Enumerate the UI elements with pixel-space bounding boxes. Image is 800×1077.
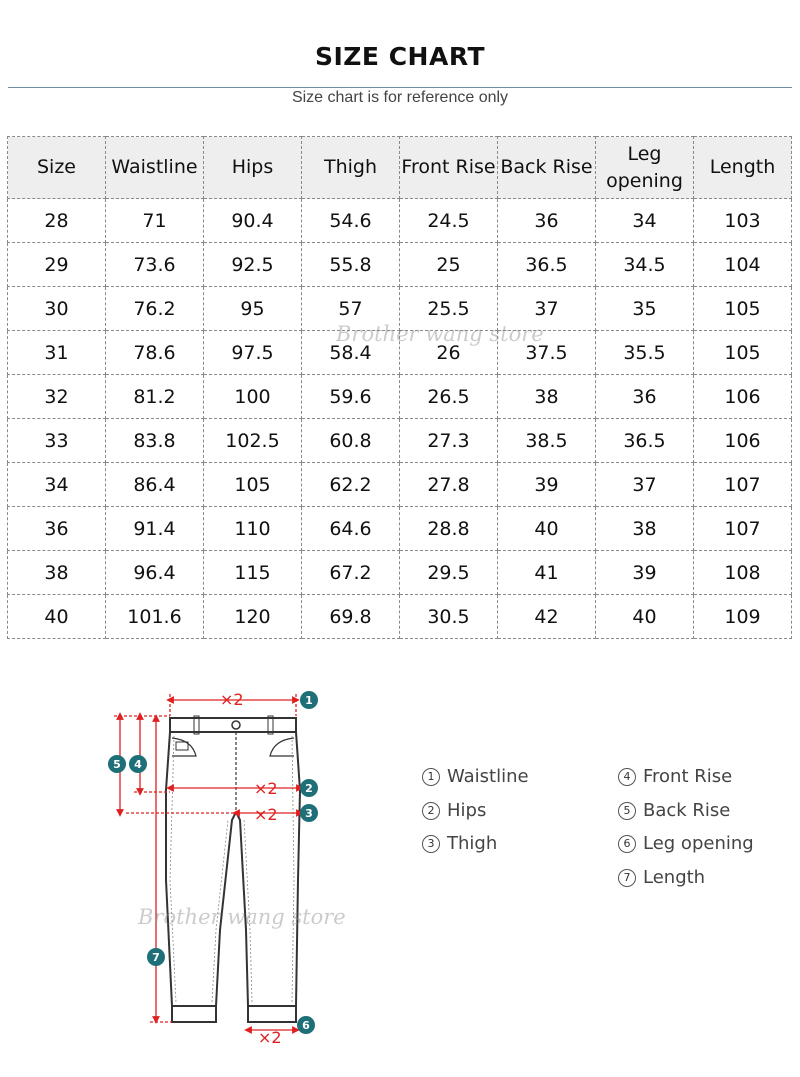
table-cell: 34: [596, 199, 694, 243]
multiplier-label: ×2: [258, 1028, 282, 1047]
legend-label: Back Rise: [643, 800, 731, 821]
multiplier-label: ×2: [254, 805, 278, 824]
marker-6-icon: [297, 1016, 315, 1034]
table-cell: 40: [498, 507, 596, 551]
marker-7-icon: [147, 948, 165, 966]
table-cell: 76.2: [106, 287, 204, 331]
table-cell: 35.5: [596, 331, 694, 375]
table-row: [8, 551, 792, 595]
table-cell: 103: [694, 199, 792, 243]
marker-5-icon: [108, 755, 126, 773]
table-cell: 25: [400, 243, 498, 287]
table-cell: 39: [498, 463, 596, 507]
table-cell: 101.6: [106, 595, 204, 639]
coin-pocket: [176, 742, 188, 750]
table-cell: 27.8: [400, 463, 498, 507]
column-header: Length: [694, 137, 792, 199]
left-cuff: [172, 1006, 216, 1022]
column-header: Waistline: [106, 137, 204, 199]
table-cell: 36.5: [498, 243, 596, 287]
legend-item: [422, 766, 529, 787]
table-cell: 107: [694, 463, 792, 507]
right-leg: [236, 732, 300, 1006]
table-cell: 26: [400, 331, 498, 375]
table-cell: 38: [498, 375, 596, 419]
table-cell: 40: [596, 595, 694, 639]
table-cell: 54.6: [302, 199, 400, 243]
legend-number: 6: [618, 835, 636, 853]
legend-label: Hips: [447, 800, 487, 821]
column-header: Hips: [204, 137, 302, 199]
table-cell: 102.5: [204, 419, 302, 463]
table-cell: 120: [204, 595, 302, 639]
button-icon: [232, 721, 240, 729]
marker-1-icon: [300, 691, 318, 709]
table-row: [8, 287, 792, 331]
table-row: [8, 595, 792, 639]
legend-number: 2: [422, 802, 440, 820]
store-watermark: Brother wang store: [138, 905, 346, 929]
table-cell: 36: [8, 507, 106, 551]
table-cell: 69.8: [302, 595, 400, 639]
table-cell: 71: [106, 199, 204, 243]
table-cell: 28.8: [400, 507, 498, 551]
table-cell: 30.5: [400, 595, 498, 639]
table-cell: 24.5: [400, 199, 498, 243]
store-watermark: Brother wang store: [336, 322, 544, 346]
column-header: Thigh: [302, 137, 400, 199]
table-cell: 36: [596, 375, 694, 419]
table-cell: 106: [694, 419, 792, 463]
legend-label: Thigh: [447, 833, 498, 854]
marker-2-icon: [300, 779, 318, 797]
table-row: [8, 199, 792, 243]
multiplier-label: ×2: [254, 779, 278, 798]
table-cell: 105: [204, 463, 302, 507]
marker-3-icon: [300, 804, 318, 822]
table-cell: 83.8: [106, 419, 204, 463]
table-cell: 40: [8, 595, 106, 639]
table-cell: 29: [8, 243, 106, 287]
table-cell: 58.4: [302, 331, 400, 375]
svg-text:1: 1: [305, 694, 313, 707]
pants-diagram: [100, 680, 360, 1055]
table-cell: 38: [596, 507, 694, 551]
table-cell: 39: [596, 551, 694, 595]
table-cell: 37.5: [498, 331, 596, 375]
table-cell: 86.4: [106, 463, 204, 507]
table-cell: 110: [204, 507, 302, 551]
table-cell: 36.5: [596, 419, 694, 463]
legend-number: 4: [618, 768, 636, 786]
table-row: [8, 331, 792, 375]
legend-number: 1: [422, 768, 440, 786]
table-cell: 60.8: [302, 419, 400, 463]
page-subtitle: Size chart is for reference only: [291, 89, 509, 106]
right-cuff: [248, 1006, 296, 1022]
table-cell: 104: [694, 243, 792, 287]
stitching: [170, 736, 294, 1002]
table-row: [8, 507, 792, 551]
table-cell: 95: [204, 287, 302, 331]
svg-text:5: 5: [113, 758, 121, 771]
table-cell: 105: [694, 287, 792, 331]
legend-label: Length: [643, 867, 706, 888]
table-cell: 105: [694, 331, 792, 375]
legend-item: [618, 867, 705, 888]
table-row: [8, 243, 792, 287]
table-cell: 34.5: [596, 243, 694, 287]
marker-4-icon: [129, 755, 147, 773]
table-cell: 57: [302, 287, 400, 331]
right-pocket: [270, 738, 294, 756]
table-cell: 41: [498, 551, 596, 595]
table-cell: 92.5: [204, 243, 302, 287]
table-cell: 55.8: [302, 243, 400, 287]
column-header: Size: [8, 137, 106, 199]
waistband: [170, 718, 296, 732]
table-row: [8, 375, 792, 419]
legend-label: Leg opening: [643, 833, 754, 854]
table-cell: 81.2: [106, 375, 204, 419]
size-table: [7, 136, 792, 639]
pants-outline: [166, 718, 300, 1022]
legend-item: [618, 800, 730, 821]
table-cell: 96.4: [106, 551, 204, 595]
table-header-row: [8, 137, 792, 199]
table-cell: 38.5: [498, 419, 596, 463]
legend-item: [618, 766, 732, 787]
svg-text:6: 6: [302, 1019, 310, 1032]
page-title: SIZE CHART: [314, 42, 485, 71]
table-cell: 35: [596, 287, 694, 331]
table-row: [8, 419, 792, 463]
table-body: [8, 199, 792, 639]
legend-label: Waistline: [447, 766, 529, 787]
table-cell: 33: [8, 419, 106, 463]
column-header: Leg opening: [596, 137, 694, 199]
table-cell: 59.6: [302, 375, 400, 419]
table-cell: 28: [8, 199, 106, 243]
table-cell: 26.5: [400, 375, 498, 419]
title-divider: [8, 87, 792, 88]
svg-text:3: 3: [305, 807, 313, 820]
table-cell: 97.5: [204, 331, 302, 375]
column-header: Back Rise: [498, 137, 596, 199]
table-cell: 115: [204, 551, 302, 595]
legend-number: 3: [422, 835, 440, 853]
legend-label: Front Rise: [643, 766, 733, 787]
table-cell: 64.6: [302, 507, 400, 551]
table-cell: 73.6: [106, 243, 204, 287]
table-cell: 29.5: [400, 551, 498, 595]
table-cell: 32: [8, 375, 106, 419]
svg-text:4: 4: [134, 758, 142, 771]
table-cell: 67.2: [302, 551, 400, 595]
table-cell: 37: [498, 287, 596, 331]
svg-text:7: 7: [152, 951, 160, 964]
legend-number: 5: [618, 802, 636, 820]
table-cell: 34: [8, 463, 106, 507]
table-cell: 27.3: [400, 419, 498, 463]
table-cell: 62.2: [302, 463, 400, 507]
table-cell: 37: [596, 463, 694, 507]
legend-item: [422, 833, 497, 854]
legend-number: 7: [618, 869, 636, 887]
table-cell: 42: [498, 595, 596, 639]
table-cell: 36: [498, 199, 596, 243]
table-cell: 30: [8, 287, 106, 331]
table-cell: 107: [694, 507, 792, 551]
table-cell: 109: [694, 595, 792, 639]
table-cell: 106: [694, 375, 792, 419]
table-cell: 25.5: [400, 287, 498, 331]
table-cell: 78.6: [106, 331, 204, 375]
table-cell: 90.4: [204, 199, 302, 243]
legend-item: [422, 800, 486, 821]
table-cell: 108: [694, 551, 792, 595]
multiplier-label: ×2: [220, 690, 244, 709]
left-leg: [166, 732, 236, 1006]
table-cell: 31: [8, 331, 106, 375]
table-row: [8, 463, 792, 507]
table-cell: 100: [204, 375, 302, 419]
svg-text:2: 2: [305, 782, 313, 795]
column-header: Front Rise: [400, 137, 498, 199]
table-cell: 91.4: [106, 507, 204, 551]
legend-item: [618, 833, 754, 854]
table-cell: 38: [8, 551, 106, 595]
